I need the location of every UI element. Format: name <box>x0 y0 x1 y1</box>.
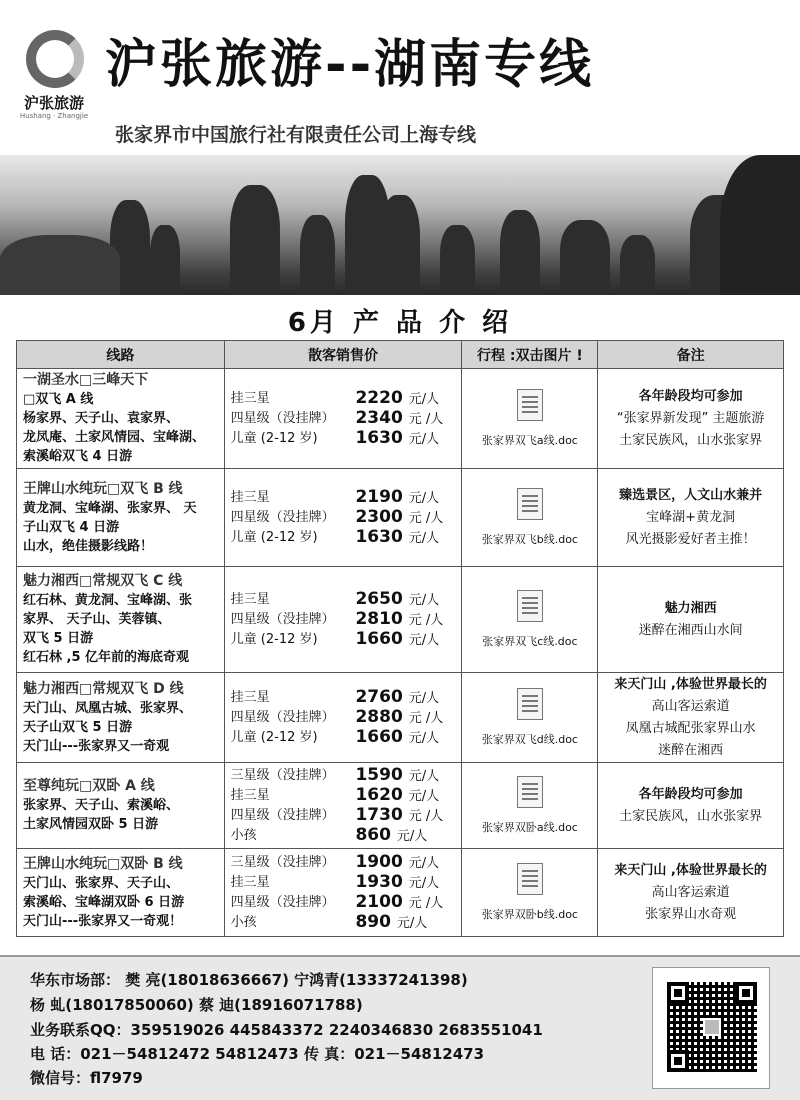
price-unit: 元 /人 <box>408 710 444 726</box>
price-unit: 元 /人 <box>408 612 444 628</box>
phone-line: 电 话：021－54812472 54812473 传 真：021－54812473 <box>30 1045 484 1063</box>
price-label: 四星级（没挂牌） <box>230 410 335 426</box>
table-row <box>17 469 784 567</box>
price-cell <box>224 763 462 849</box>
route-title: 王牌山水纯玩□双飞 B 线 <box>23 480 183 497</box>
price-label: 挂三星 <box>230 787 270 803</box>
company-logo <box>14 30 94 120</box>
route-line: 山水，绝佳摄影线路！ <box>23 538 154 554</box>
route-line: 索溪峪双飞 4 日游 <box>23 449 133 464</box>
logo-icon <box>26 30 84 88</box>
document-filename[interactable]: 张家界双飞a线.doc <box>481 434 578 447</box>
price-amount: 1900 <box>355 851 403 872</box>
contact-section <box>0 955 800 1100</box>
route-line: 天门山、凤凰古城、张家界、 <box>23 700 193 716</box>
price-line <box>231 610 456 630</box>
price-unit: 元/人 <box>408 431 440 447</box>
price-cell <box>224 369 462 469</box>
route-line: 杨家界、天子山、袁家界、 <box>23 411 180 426</box>
price-cell <box>224 673 462 763</box>
route-line: 子山双飞 4 日游 <box>23 519 120 535</box>
route-line: □双飞 A 线 <box>23 392 94 407</box>
route-title: 魅力湘西□常规双飞 C 线 <box>23 573 183 589</box>
price-line <box>231 786 456 806</box>
contact-line: 杨 虬(18017850060) 蔡 迪(18916071788) <box>30 996 363 1014</box>
route-line: 天子山双飞 5 日游 <box>23 719 133 735</box>
column-header-itinerary: 行程 :双击图片 ! <box>462 341 598 369</box>
avatar-icon <box>703 1018 721 1036</box>
price-amount: 860 <box>355 824 391 845</box>
price-line <box>231 708 456 728</box>
document-icon[interactable] <box>517 389 543 421</box>
note-line: 迷醉在湘西 <box>658 742 724 758</box>
document-filename[interactable]: 张家界双飞c线.doc <box>482 635 578 648</box>
price-value <box>355 873 455 893</box>
price-value <box>355 429 455 449</box>
price-unit: 元/人 <box>408 788 440 804</box>
route-line: 张家界、天子山、索溪峪、 <box>23 798 180 813</box>
route-line: 黄龙洞、宝峰湖、张家界、 天 <box>23 500 197 516</box>
document-filename[interactable]: 张家界双卧b线.doc <box>481 908 578 921</box>
price-unit: 元 /人 <box>408 510 444 526</box>
price-line <box>231 429 456 449</box>
section-title: 6月 产 品 介 绍 <box>287 308 513 338</box>
note-line: 高山客运索道 <box>651 698 730 714</box>
price-amount: 2880 <box>355 706 403 727</box>
price-label: 三星级（没挂牌） <box>230 767 335 783</box>
price-value <box>355 728 455 748</box>
price-unit: 元 /人 <box>408 411 444 427</box>
price-line <box>231 488 456 508</box>
price-unit: 元/人 <box>408 855 440 871</box>
price-line <box>231 409 456 429</box>
price-line <box>231 913 456 933</box>
price-amount: 2650 <box>355 588 403 609</box>
price-amount: 2220 <box>355 387 403 408</box>
note-line: 宝峰湖+黄龙洞 <box>646 509 736 525</box>
note-line: 来天门山 ,体验世界最长的 <box>614 862 767 878</box>
route-line: 天门山、张家界、天子山、 <box>23 875 180 891</box>
price-unit: 元/人 <box>408 690 440 706</box>
price-value <box>355 488 455 508</box>
price-unit: 元/人 <box>408 490 440 506</box>
route-title: 王牌山水纯玩□双卧 B 线 <box>23 855 183 872</box>
logo-subtext: Hushang · Zhangjie <box>19 112 89 120</box>
price-amount: 2760 <box>355 686 403 707</box>
page-subtitle: 张家界市中国旅行社有限责任公司上海专线 <box>115 124 477 146</box>
price-value <box>355 786 455 806</box>
price-unit: 元/人 <box>408 592 440 608</box>
price-unit: 元/人 <box>408 768 440 784</box>
document-icon[interactable] <box>517 590 543 622</box>
qr-code <box>652 967 770 1089</box>
table-row <box>17 673 784 763</box>
price-line <box>231 728 456 748</box>
price-unit: 元/人 <box>396 828 428 844</box>
price-amount: 2100 <box>355 891 403 912</box>
price-line <box>231 389 456 409</box>
route-cell <box>17 567 225 673</box>
price-value <box>355 610 455 630</box>
route-line: 家界、 天子山、芙蓉镇、 <box>23 612 171 627</box>
price-line <box>231 766 456 786</box>
route-line: 龙凤庵、土家风情园、宝峰湖、 <box>23 430 206 445</box>
price-amount: 2810 <box>355 608 403 629</box>
document-filename[interactable]: 张家界双飞d线.doc <box>481 733 578 746</box>
itinerary-cell[interactable] <box>462 469 598 567</box>
table-row <box>17 849 784 937</box>
price-value <box>355 528 455 548</box>
price-label: 四星级（没挂牌） <box>230 894 335 910</box>
price-unit: 元 /人 <box>408 808 444 824</box>
price-amount: 890 <box>355 911 391 932</box>
column-header-price: 散客销售价 <box>224 341 462 369</box>
price-cell <box>224 469 462 567</box>
route-cell <box>17 673 225 763</box>
note-line: 土家民族风，山水张家界 <box>619 432 763 448</box>
price-label: 四星级（没挂牌） <box>230 807 335 823</box>
contact-line: 华东市场部： 樊 亮(18018636667) 宁鸿青(13337241398) <box>30 971 468 989</box>
table-row <box>17 763 784 849</box>
price-label: 四星级（没挂牌） <box>230 611 335 627</box>
price-label: 挂三星 <box>230 874 270 890</box>
notes-cell <box>598 849 784 937</box>
route-title: 一湖圣水□三峰天下 <box>23 372 149 388</box>
price-cell <box>224 567 462 673</box>
note-line: 各年龄段均可参加 <box>638 786 743 802</box>
route-cell <box>17 469 225 567</box>
route-line: 红石林 ,5 亿年前的海底奇观 <box>23 650 190 665</box>
product-table <box>16 340 784 937</box>
price-line <box>231 806 456 826</box>
notes-cell <box>598 567 784 673</box>
note-line: “张家界新发现” 主题旅游 <box>616 410 765 426</box>
itinerary-cell[interactable] <box>462 567 598 673</box>
price-amount: 1930 <box>355 871 403 892</box>
note-line: 高山客运索道 <box>651 884 730 900</box>
price-label: 儿童 (2-12 岁) <box>230 529 318 545</box>
note-line: 土家民族风，山水张家界 <box>619 808 763 824</box>
price-label: 儿童 (2-12 岁) <box>230 729 318 745</box>
table-header-row <box>17 341 784 369</box>
price-value <box>355 409 455 429</box>
price-value <box>355 508 455 528</box>
price-value <box>355 590 455 610</box>
price-unit: 元/人 <box>408 530 440 546</box>
note-line: 凤凰古城配张家界山水 <box>625 720 756 736</box>
note-line: 各年龄段均可参加 <box>638 388 743 404</box>
document-filename[interactable]: 张家界双飞b线.doc <box>481 533 578 546</box>
price-line <box>231 873 456 893</box>
price-label: 挂三星 <box>230 591 270 607</box>
price-label: 三星级（没挂牌） <box>230 854 335 870</box>
route-line: 索溪峪、宝峰湖双卧 6 日游 <box>23 894 185 910</box>
route-title: 至尊纯玩□双卧 A 线 <box>23 778 155 794</box>
route-line: 红石林、黄龙洞、宝峰湖、张 <box>23 593 193 608</box>
itinerary-cell[interactable] <box>462 673 598 763</box>
price-unit: 元/人 <box>408 632 440 648</box>
document-icon[interactable] <box>517 488 543 520</box>
price-value <box>355 826 455 846</box>
price-line <box>231 508 456 528</box>
document-filename[interactable]: 张家界双卧a线.doc <box>481 821 578 834</box>
price-line <box>231 528 456 548</box>
price-value <box>355 806 455 826</box>
document-icon[interactable] <box>517 776 543 808</box>
route-title: 魅力湘西□常规双飞 D 线 <box>23 680 184 697</box>
notes-cell <box>598 763 784 849</box>
mountain-banner-image <box>0 155 800 295</box>
price-value <box>355 893 455 913</box>
itinerary-cell[interactable] <box>462 849 598 937</box>
document-icon[interactable] <box>517 863 543 895</box>
price-amount: 2190 <box>355 486 403 507</box>
price-line <box>231 893 456 913</box>
price-unit: 元/人 <box>408 730 440 746</box>
price-amount: 1660 <box>355 628 403 649</box>
wechat-line: 微信号：fl7979 <box>30 1069 143 1087</box>
price-label: 四星级（没挂牌） <box>230 509 335 525</box>
price-value <box>355 630 455 650</box>
price-line <box>231 688 456 708</box>
itinerary-cell[interactable] <box>462 763 598 849</box>
price-amount: 2300 <box>355 506 403 527</box>
price-unit: 元/人 <box>408 391 440 407</box>
price-value <box>355 688 455 708</box>
logo-text: 沪张旅游 <box>23 94 84 112</box>
notes-cell <box>598 673 784 763</box>
price-amount: 1660 <box>355 726 403 747</box>
notes-cell <box>598 469 784 567</box>
price-line <box>231 853 456 873</box>
price-value <box>355 708 455 728</box>
price-value <box>355 389 455 409</box>
table-row <box>17 567 784 673</box>
price-unit: 元 /人 <box>408 895 444 911</box>
document-icon[interactable] <box>517 688 543 720</box>
price-value <box>355 913 455 933</box>
route-line: 土家风情园双卧 5 日游 <box>23 817 159 832</box>
price-amount: 1730 <box>355 804 403 825</box>
price-amount: 1620 <box>355 784 403 805</box>
column-header-route: 线路 <box>17 341 225 369</box>
notes-cell <box>598 369 784 469</box>
route-cell <box>17 369 225 469</box>
price-label: 挂三星 <box>230 390 270 406</box>
qq-line: 业务联系QQ：359519026 445843372 2240346830 2683551041 <box>30 1021 543 1039</box>
price-line <box>231 826 456 846</box>
price-amount: 2340 <box>355 407 403 428</box>
price-cell <box>224 849 462 937</box>
price-label: 儿童 (2-12 岁) <box>230 430 318 446</box>
price-amount: 1590 <box>355 764 403 785</box>
note-line: 张家界山水奇观 <box>645 906 737 922</box>
note-line: 臻选景区，人文山水兼并 <box>619 487 763 503</box>
itinerary-cell[interactable] <box>462 369 598 469</box>
price-amount: 1630 <box>355 526 403 547</box>
price-unit: 元/人 <box>396 915 428 931</box>
price-unit: 元/人 <box>408 875 440 891</box>
note-line: 风光摄影爱好者主推！ <box>625 531 756 547</box>
column-header-notes: 备注 <box>598 341 784 369</box>
route-cell <box>17 763 225 849</box>
route-line: 天门山---张家界又一奇观 <box>23 738 170 754</box>
note-line: 迷醉在湘西山水间 <box>638 622 743 638</box>
table-row <box>17 369 784 469</box>
price-line <box>231 590 456 610</box>
note-line: 来天门山 ,体验世界最长的 <box>614 676 767 692</box>
route-cell <box>17 849 225 937</box>
price-label: 小孩 <box>230 827 257 843</box>
price-label: 四星级（没挂牌） <box>230 709 335 725</box>
route-line: 双飞 5 日游 <box>23 631 94 646</box>
note-line: 魅力湘西 <box>664 600 717 616</box>
price-label: 挂三星 <box>230 689 270 705</box>
price-label: 小孩 <box>230 914 257 930</box>
price-label: 儿童 (2-12 岁) <box>230 631 318 647</box>
price-value <box>355 766 455 786</box>
header <box>0 0 800 150</box>
page-title: 沪张旅游--湖南专线 <box>105 35 595 95</box>
price-line <box>231 630 456 650</box>
price-amount: 1630 <box>355 427 403 448</box>
price-label: 挂三星 <box>230 489 270 505</box>
price-value <box>355 853 455 873</box>
route-line: 天门山---张家界又一奇观！ <box>23 913 183 929</box>
